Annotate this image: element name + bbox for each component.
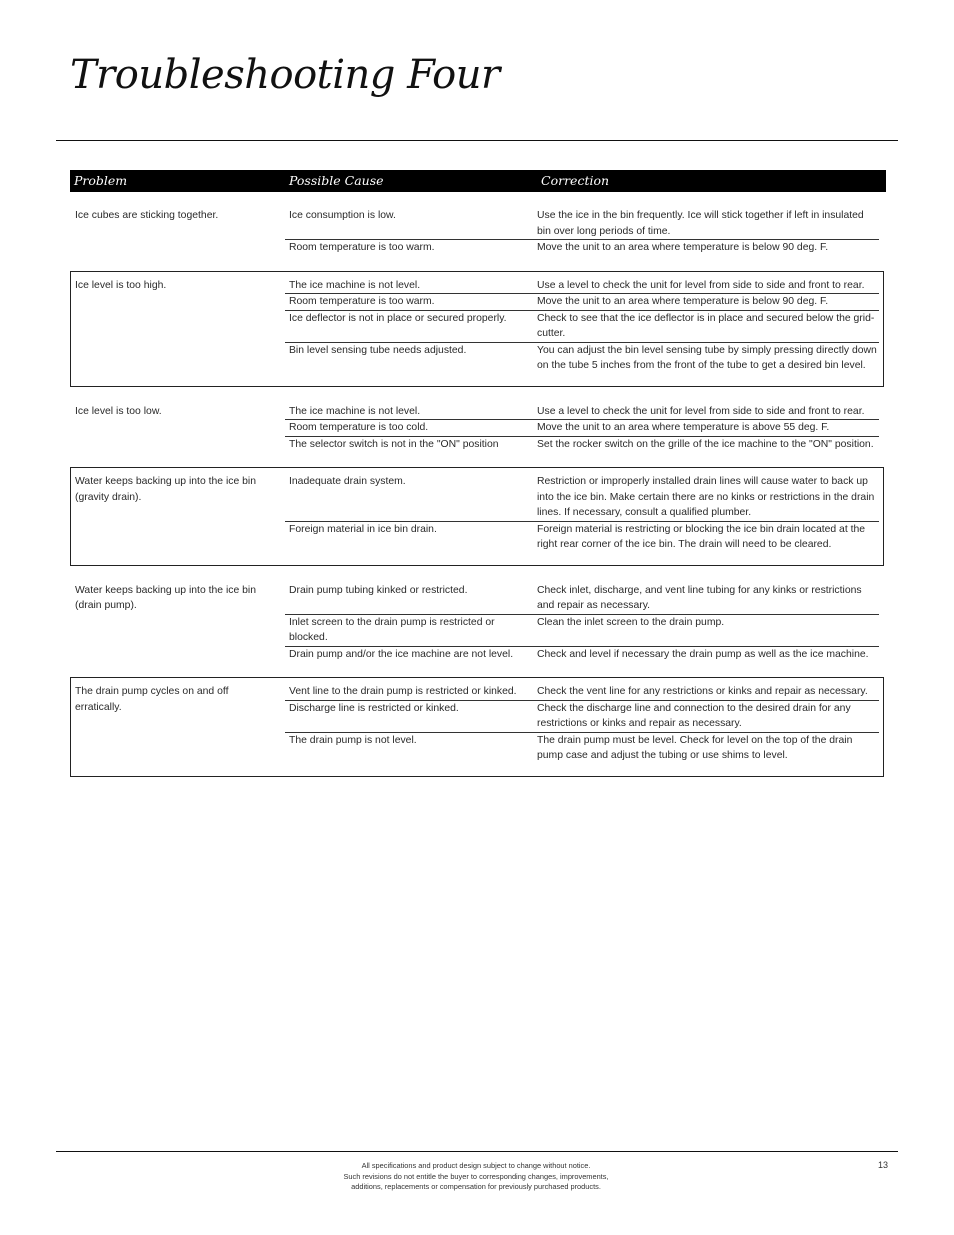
problem-group	[70, 397, 884, 458]
table-row	[285, 474, 879, 521]
correction-cell: Use the ice in the bin frequently. Ice will stick together if left in insulated bin over long periods of time.	[537, 210, 864, 237]
problem-group	[70, 576, 884, 668]
possible-cause-cell: The ice machine is not level.	[289, 279, 421, 291]
table-body	[70, 201, 886, 777]
correction-cell: Use a level to check the unit for level from side to side and front to rear.	[537, 279, 865, 291]
correction-cell: You can adjust the bin level sensing tube by simply pressing directly down on the tube 5 inches from the front of the tube to get a desired bin level.	[537, 344, 877, 371]
footer-line: additions, replacements or compensation for previously purchased products.	[351, 1182, 601, 1191]
correction-cell: Foreign material is restricting or blocking the ice bin drain located at the right rear corner of the ice bin. The drain will need to be cleared.	[537, 523, 866, 550]
footer-disclaimer	[300, 1161, 652, 1193]
table-row	[285, 436, 879, 453]
footer-line: Such revisions do not entitle the buyer to corresponding changes, improvements,	[343, 1171, 609, 1181]
table-row	[285, 404, 879, 420]
cause-rows	[285, 272, 879, 374]
correction-cell: Check the vent line for any restrictions or kinks and repair as necessary.	[537, 686, 868, 697]
page-title: Troubleshooting Four	[70, 52, 500, 98]
correction-cell: Check to see that the ice deflector is in place and secured below the grid-cutter.	[537, 312, 875, 339]
correction-cell: Check inlet, discharge, and vent line tubing for any kinks or restrictions and repair as necessary.	[537, 584, 862, 611]
cause-rows	[285, 202, 879, 256]
possible-cause-cell: Discharge line is restricted or kinked.	[289, 702, 459, 714]
correction-cell: Check and level if necessary the drain pump as well as the ice machine.	[537, 648, 869, 660]
cause-rows	[285, 678, 879, 764]
correction-cell: Move the unit to an area where temperature is below 90 deg. F.	[537, 296, 829, 307]
problem-text: Ice level is too low.	[75, 405, 162, 417]
table-row	[285, 700, 879, 732]
possible-cause-cell: Drain pump tubing kinked or restricted.	[289, 584, 468, 596]
problem-group	[70, 677, 884, 777]
problem-text: Water keeps backing up into the ice bin (drain pump).	[75, 584, 256, 611]
problem-text: Water keeps backing up into the ice bin (gravity drain).	[75, 476, 256, 503]
correction-cell: Check the discharge line and connection to the desired drain for any restrictions or kinks and repair as necessary.	[537, 702, 851, 729]
table-row	[285, 278, 879, 294]
troubleshooting-table	[70, 170, 886, 777]
table-row	[285, 614, 879, 646]
table-row	[285, 419, 879, 436]
table-row	[285, 310, 879, 342]
header-correction: Correction	[541, 173, 610, 188]
possible-cause-cell: Bin level sensing tube needs adjusted.	[289, 344, 467, 356]
footer-line: All specifications and product design subject to change without notice.	[361, 1161, 591, 1170]
correction-cell: Move the unit to an area where temperature is above 55 deg. F.	[537, 422, 830, 433]
correction-cell: Clean the inlet screen to the drain pump.	[537, 616, 725, 628]
correction-cell: The drain pump must be level. Check for level on the top of the drain pump case and adjust the tubing or use shims to level.	[537, 734, 853, 761]
possible-cause-cell: Room temperature is too warm.	[289, 296, 435, 307]
correction-cell: Move the unit to an area where temperature is below 90 deg. F.	[537, 242, 829, 253]
possible-cause-cell: Inlet screen to the drain pump is restricted or blocked.	[289, 616, 495, 643]
table-row	[285, 293, 879, 310]
header-possible-cause: Possible Cause	[289, 173, 384, 188]
correction-cell: Restriction or improperly installed drain lines will cause water to back up into the ice bin. Make certain there are no kinks or restrictions in the drain lines. If necessary, consult a qualified plumber.	[537, 476, 875, 518]
problem-group	[70, 271, 884, 387]
possible-cause-cell: Foreign material in ice bin drain.	[289, 523, 437, 535]
problem-text: Ice cubes are sticking together.	[75, 210, 219, 221]
possible-cause-cell: Room temperature is too warm.	[289, 242, 435, 253]
table-header	[70, 170, 886, 192]
table-row	[285, 239, 879, 256]
possible-cause-cell: Drain pump and/or the ice machine are not level.	[289, 648, 514, 660]
header-problem: Problem	[74, 173, 128, 188]
table-row	[285, 583, 879, 614]
table-row	[285, 646, 879, 663]
page-number: 13	[878, 1160, 889, 1170]
cause-rows	[285, 468, 879, 553]
possible-cause-cell: Ice deflector is not in place or secured properly.	[289, 312, 507, 324]
table-row	[285, 342, 879, 374]
problem-group	[70, 467, 884, 566]
table-row	[285, 521, 879, 553]
possible-cause-cell: Ice consumption is low.	[289, 210, 396, 221]
bottom-divider	[56, 1151, 898, 1152]
top-divider	[56, 140, 898, 141]
table-row	[285, 208, 879, 239]
possible-cause-cell: The selector switch is not in the "ON" position	[289, 438, 499, 450]
problem-text: The drain pump cycles on and off erratically.	[75, 686, 229, 713]
correction-cell: Use a level to check the unit for level from side to side and front to rear.	[537, 405, 865, 417]
possible-cause-cell: The drain pump is not level.	[289, 734, 417, 746]
possible-cause-cell: Room temperature is too cold.	[289, 422, 429, 433]
problem-group	[70, 201, 884, 261]
table-row	[285, 732, 879, 764]
cause-rows	[285, 398, 879, 453]
problem-text: Ice level is too high.	[75, 279, 167, 291]
table-row	[285, 684, 879, 700]
possible-cause-cell: Vent line to the drain pump is restricted or kinked.	[289, 686, 517, 697]
correction-cell: Set the rocker switch on the grille of the ice machine to the "ON" position.	[537, 438, 874, 450]
possible-cause-cell: Inadequate drain system.	[289, 476, 406, 487]
cause-rows	[285, 577, 879, 663]
possible-cause-cell: The ice machine is not level.	[289, 405, 421, 417]
